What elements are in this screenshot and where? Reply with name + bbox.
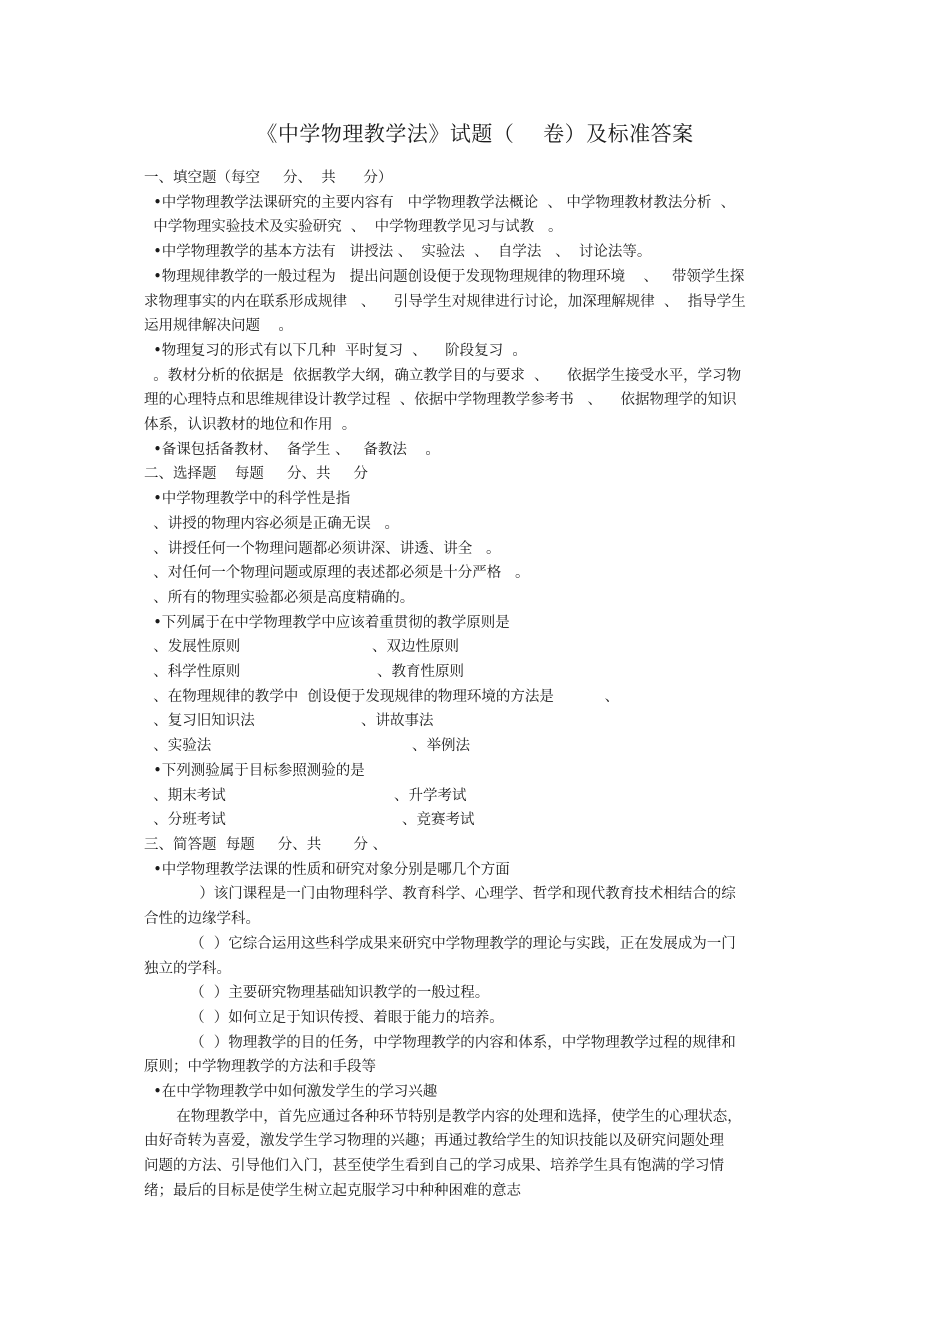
section-heading: 三、简答题 每题 分、共 分 、 xyxy=(144,836,388,853)
paragraph-line: 运用规律解决问题 。 xyxy=(144,318,293,335)
answer-line: 问题的方法、引导他们入门，甚至使学生看到自己的学习成果、培养学生具有饱满的学习情 xyxy=(144,1158,724,1175)
answer-line: （ ）物理教学的目的任务，中学物理教学的内容和体系，中学物理教学过程的规律和 xyxy=(144,1034,736,1051)
answer-line: 独立的学科。 xyxy=(144,960,231,977)
question-line: •中学物理教学中的科学性是指 xyxy=(144,491,351,508)
answer-line: （ ）它综合运用这些科学成果来研究中学物理教学的理论与实践，正在发展成为一门 xyxy=(144,935,736,952)
paragraph-line: 体系，认识教材的地位和作用 。 xyxy=(144,417,357,434)
paragraph-line: •备课包括备教材、 备学生 、 备教法 。 xyxy=(144,441,440,458)
option-c: 、实验法 xyxy=(144,738,212,755)
option-a: 、发展性原则 xyxy=(144,639,241,656)
option-c: 、科学性原则 xyxy=(144,664,241,681)
option-row xyxy=(144,660,810,685)
paragraph-line: 中学物理实验技术及实验研究 、 中学物理教学见习与试教 。 xyxy=(144,219,563,236)
answer-line: 在物理教学中，首先应通过各种环节特别是教学内容的处理和选择，使学生的心理状态， xyxy=(144,1108,742,1125)
option-row xyxy=(144,808,810,833)
option-line: 、所有的物理实验都必须是高度精确的。 xyxy=(144,589,415,606)
paragraph-line: 理的心理特点和思维规律设计教学过程 、依据中学物理教学参考书 、 依据物理学的知识 xyxy=(144,392,737,409)
paragraph-line: •物理复习的形式有以下几种 平时复习 、 阶段复习 。 xyxy=(144,342,527,359)
option-line: 、讲授任何一个物理问题都必须讲深、讲透、讲全 。 xyxy=(144,540,501,557)
option-line: 、对任何一个物理问题或原理的表述都必须是十分严格 。 xyxy=(144,565,530,582)
option-b: 、双边性原则 xyxy=(372,639,459,656)
question-line: •在中学物理教学中如何激发学生的学习兴趣 xyxy=(144,1084,438,1101)
option-line: 、讲授的物理内容必须是正确无误 。 xyxy=(144,515,400,532)
answer-line: 原则；中学物理教学的方法和手段等 xyxy=(144,1059,376,1076)
page-title: 《中学物理教学法》试题（ 卷）及标准答案 xyxy=(256,122,694,146)
answer-line: 绪；最后的目标是使学生树立起克服学习中种种困难的意志 xyxy=(144,1182,521,1199)
paragraph-line: 求物理事实的内在联系形成规律 、 引导学生对规律进行讨论，加深理解规律 、 指导学生 xyxy=(144,293,746,310)
option-b: 、升学考试 xyxy=(394,787,467,804)
paragraph-line: •物理规律教学的一般过程为 提出问题创设便于发现物理规律的物理环境 、 带领学生探 xyxy=(144,268,745,285)
question-line: 、在物理规律的教学中 创设便于发现规律的物理环境的方法是 、 xyxy=(144,688,620,705)
answer-line: 由好奇转为喜爱，激发学生学习物理的兴趣；再通过教给学生的知识技能以及研究问题处理 xyxy=(144,1133,724,1150)
option-d: 、教育性原则 xyxy=(377,664,464,681)
option-c: 、分班考试 xyxy=(144,812,226,829)
question-line: •下列属于在中学物理教学中应该着重贯彻的教学原则是 xyxy=(144,614,510,631)
answer-line: 合性的边缘学科。 xyxy=(144,911,260,928)
option-row xyxy=(144,635,810,660)
option-row xyxy=(144,734,810,759)
option-a: 、期末考试 xyxy=(144,787,226,804)
option-a: 、复习旧知识法 xyxy=(144,713,255,730)
option-row xyxy=(144,709,810,734)
document-body xyxy=(144,166,810,1204)
paragraph-line: •中学物理教学的基本方法有 讲授法 、 实验法 、 自学法 、 讨论法等。 xyxy=(144,244,652,261)
paragraph-line: 。教材分析的依据是 依据教学大纲，确立教学目的与要求 、 依据学生接受水平，学习物 xyxy=(144,367,742,384)
option-row xyxy=(144,784,810,809)
option-d: 、竞赛考试 xyxy=(402,812,475,829)
option-d: 、举例法 xyxy=(412,738,470,755)
section-heading: 一、填空题（每空 分、 共 分） xyxy=(144,170,393,186)
option-b: 、讲故事法 xyxy=(361,713,434,730)
paragraph-line: •中学物理教学法课研究的主要内容有 中学物理教学法概论 、 中学物理教材教法分析 、 xyxy=(144,194,736,211)
answer-line: ）该门课程是一门由物理科学、教育科学、心理学、哲学和现代教育技术相结合的综 xyxy=(144,886,736,903)
question-line: •下列测验属于目标参照测验的是 xyxy=(144,762,365,779)
question-line: •中学物理教学法课的性质和研究对象分别是哪几个方面 xyxy=(144,861,510,878)
answer-line: （ ）主要研究物理基础知识教学的一般过程。 xyxy=(144,985,490,1002)
answer-line: （ ）如何立足于知识传授、着眼于能力的培养。 xyxy=(144,1009,504,1026)
section-heading: 二、选择题 每题 分、共 分 xyxy=(144,466,369,483)
